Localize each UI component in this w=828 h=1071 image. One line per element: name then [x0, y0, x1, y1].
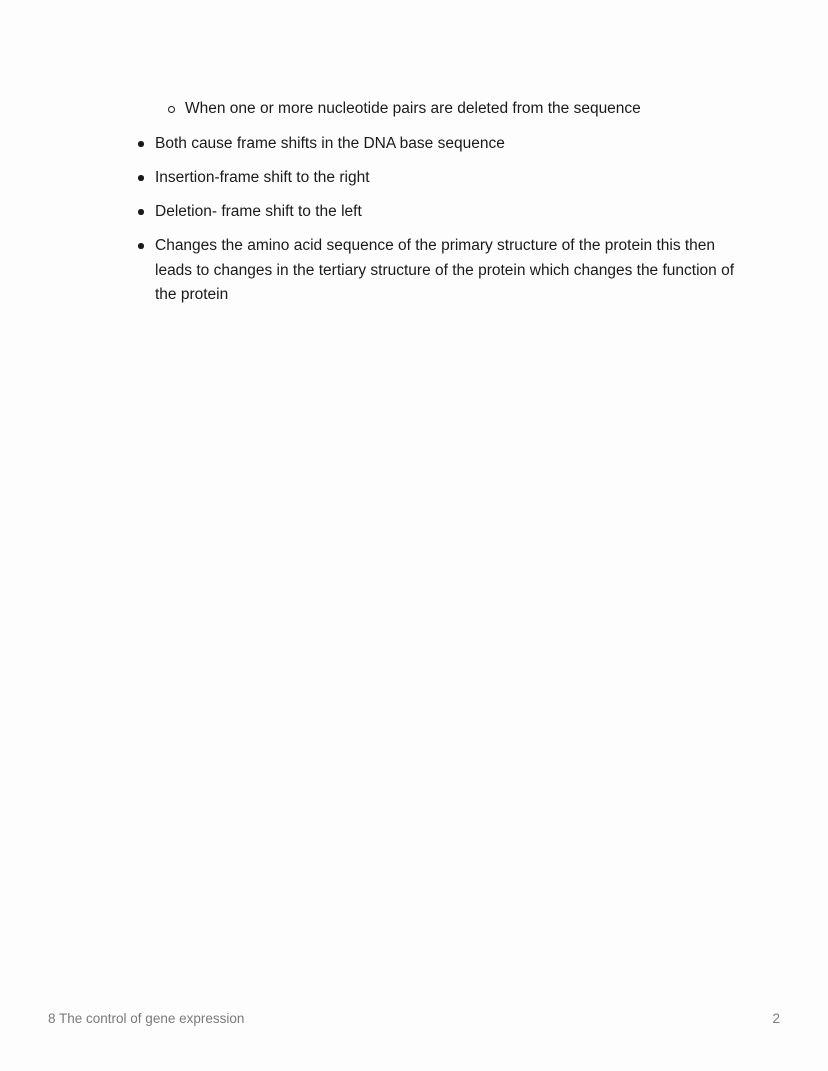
- list-item: [155, 166, 735, 191]
- list-item-text: Changes the amino acid sequence of the primary structure of the protein this then leads to changes in the tertiary structure of the protein which changes the function of the protein: [155, 237, 735, 303]
- bullet-icon: [138, 243, 144, 249]
- list-item-text: Insertion-frame shift to the right: [155, 169, 370, 186]
- list-item: [155, 200, 735, 225]
- page-number: 2: [772, 1011, 780, 1026]
- list-item-text: Deletion- frame shift to the left: [155, 203, 362, 220]
- list-item-text: Both cause frame shifts in the DNA base sequence: [155, 135, 505, 152]
- bullet-icon: [138, 209, 144, 215]
- list-item: [155, 234, 735, 308]
- sub-list-item: [185, 98, 641, 120]
- footer-title: 8 The control of gene expression: [48, 1011, 245, 1026]
- list-item: [155, 132, 735, 157]
- sub-list-item-text: When one or more nucleotide pairs are deleted from the sequence: [185, 100, 641, 117]
- bullet-icon: [138, 175, 144, 181]
- bullet-list: [155, 132, 735, 317]
- hollow-bullet-icon: [168, 106, 175, 113]
- bullet-icon: [138, 141, 144, 147]
